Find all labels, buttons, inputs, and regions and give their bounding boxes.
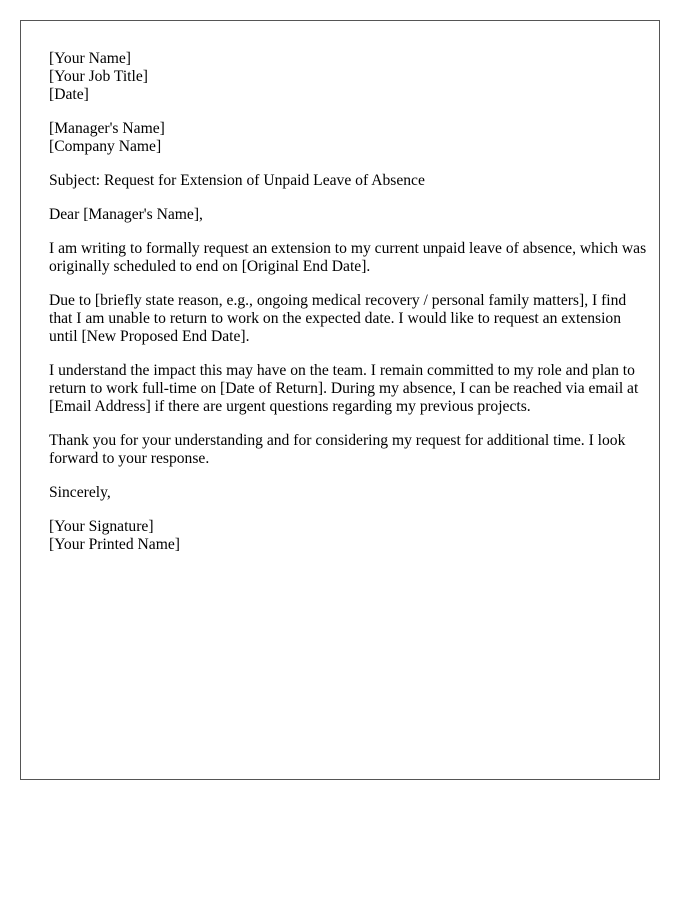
body-paragraph-4: Thank you for your understanding and for considering my request for additional time. I look forward to your response. <box>49 432 626 467</box>
letter-date: [Date] <box>49 86 89 103</box>
subject-line: Subject: Request for Extension of Unpaid Leave of Absence <box>49 172 425 189</box>
sender-job-title: [Your Job Title] <box>49 68 148 85</box>
body-paragraph-3: I understand the impact this may have on the team. I remain committed to my role and plan to return to work full-time on [Date of Return]. During my absence, I can be reached via email at [Email Address] if there are urgent questions regarding my previous projects. <box>49 362 639 415</box>
letter-content <box>49 50 649 570</box>
sender-name: [Your Name] <box>49 50 132 67</box>
closing: Sincerely, <box>49 484 111 501</box>
recipient-block <box>49 120 649 156</box>
body-paragraph-2: Due to [briefly state reason, e.g., ongoing medical recovery / personal family matters], I find that I am unable to return to work on the expected date. I would like to request an extension until [New Proposed End Date]. <box>49 292 627 345</box>
printed-name: [Your Printed Name] <box>49 536 180 553</box>
recipient-company: [Company Name] <box>49 138 162 155</box>
letter-page <box>20 20 660 780</box>
recipient-name: [Manager's Name] <box>49 120 165 137</box>
signature-placeholder: [Your Signature] <box>49 518 154 535</box>
salutation: Dear [Manager's Name], <box>49 206 203 223</box>
sender-block <box>49 50 649 104</box>
signature-block <box>49 518 649 554</box>
body-paragraph-1: I am writing to formally request an extension to my current unpaid leave of absence, which was originally scheduled to end on [Original End Date]. <box>49 240 647 275</box>
